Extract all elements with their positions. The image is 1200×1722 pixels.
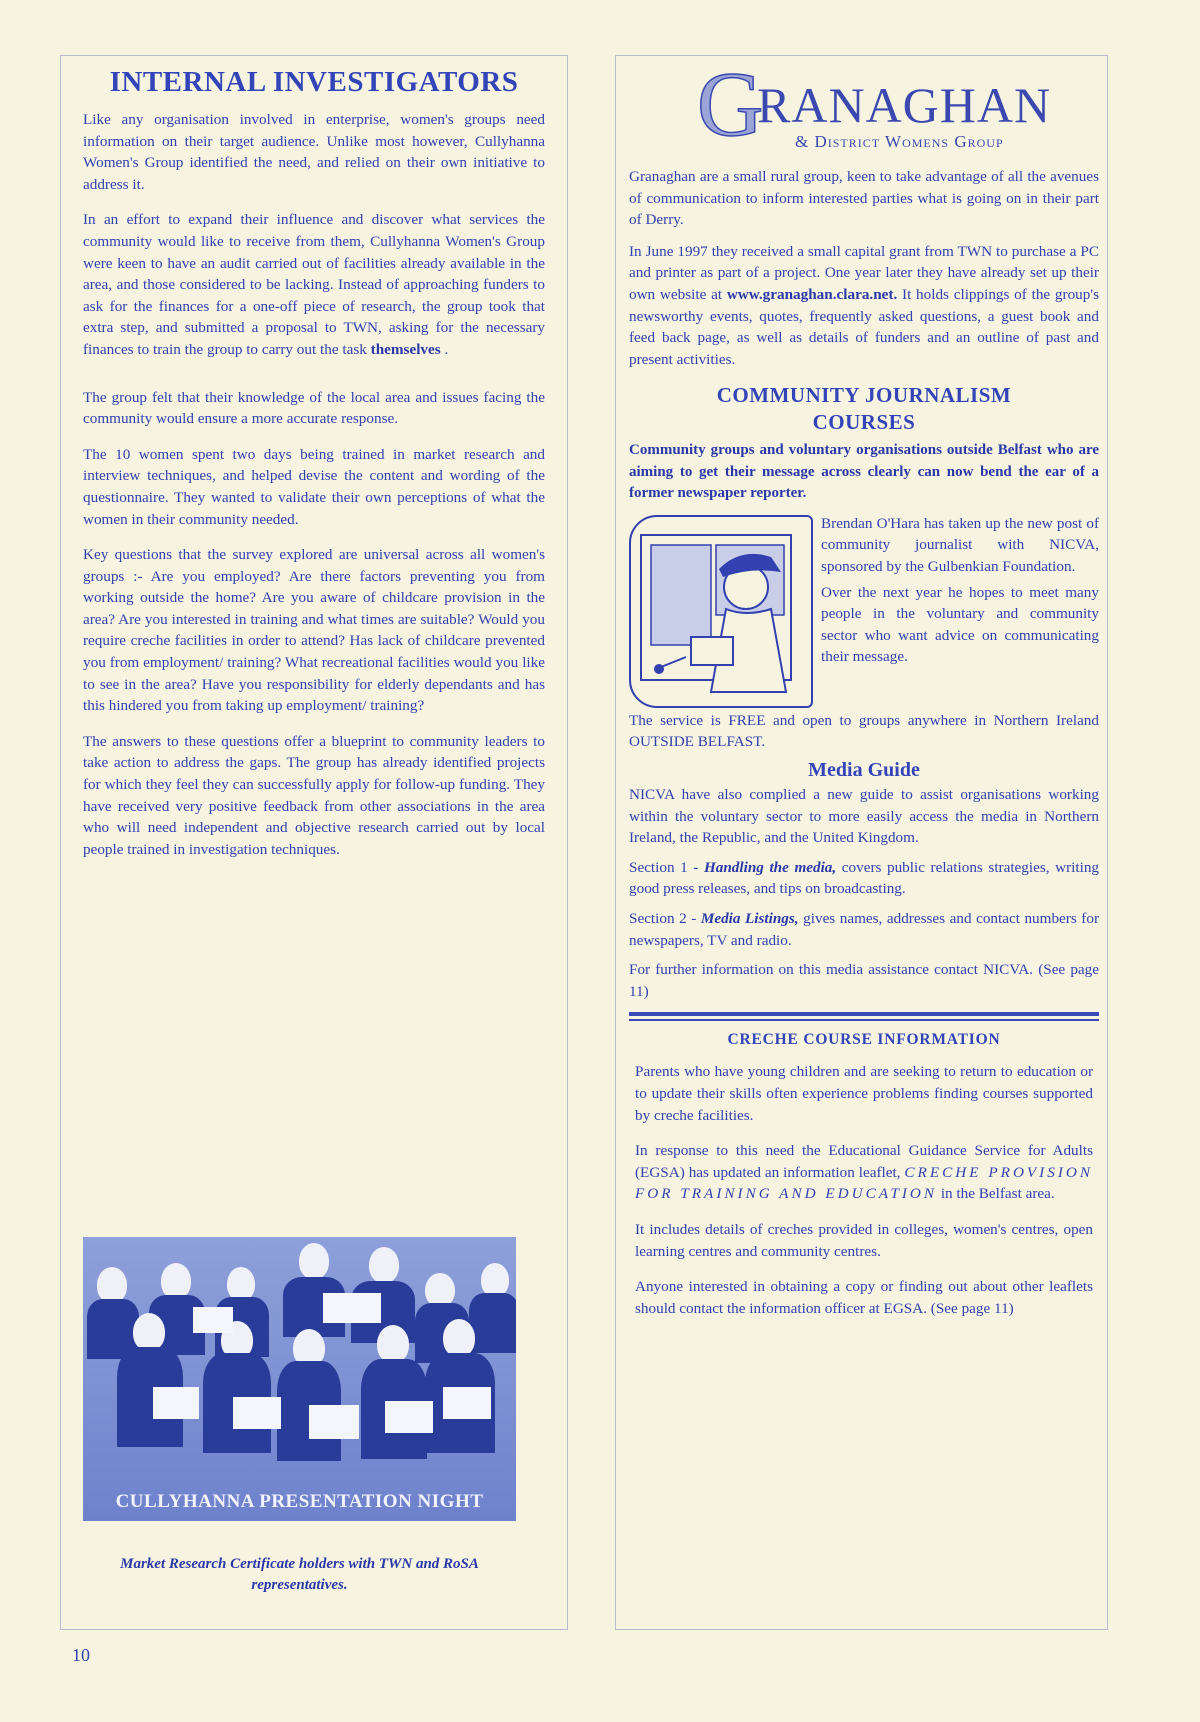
media-guide-paragraph-1: NICVA have also complied a new guide to assist organisations working within the voluntary sector to more easily access the media in Northern Ireland, the Republic, and the United Kingdom. xyxy=(629,786,1099,847)
reporter-icon xyxy=(631,517,811,706)
internal-investigators-article xyxy=(60,55,568,1630)
granaghan-logo xyxy=(629,53,1099,160)
section-2-label: Section 2 - xyxy=(629,910,697,927)
creche-course-title: CRECHE COURSE INFORMATION xyxy=(727,1031,1001,1049)
granaghan-website-paragraph xyxy=(629,241,1099,371)
photo-caption: CULLYHANNA PRESENTATION NIGHT xyxy=(115,1491,484,1512)
community-journalism-lede: Community groups and voluntary organisations outside Belfast who are aiming to get their message across clearly can now bend the ear of a former newspaper reporter. xyxy=(629,442,1099,502)
media-guide-title: Media Guide xyxy=(808,759,920,782)
media-guide-section-1 xyxy=(629,857,1099,900)
right-column xyxy=(615,55,1108,1630)
community-journalism-paragraph-2: Over the next year he hopes to meet many people in the voluntary and community sector who want advice on communicating their message. xyxy=(821,583,1099,666)
leaflet-title: CRECHE PROVISION FOR TRAINING AND EDUCATION xyxy=(635,1163,1093,1203)
logo-subtitle: & District Womens Group xyxy=(795,132,1004,151)
media-guide-contact: For further information on this media assistance contact NICVA. (See page 11) xyxy=(629,961,1099,1000)
creche-paragraph-1: Parents who have young children and are seeking to return to education or to update their skills often experience problems finding courses supported by creche facilities. xyxy=(635,1063,1093,1124)
article-paragraph-5: Key questions that the survey explored are universal across all women's groups :- Are you employed? Are there factors preventing you from working outside the home? Are you aware of childcare provision in the area? Are you interested in training and what times are suitable? Would you require creche facilities in order to attend? Has lack of childcare prevented you from employment/ training? What recreational facilities would you like to see in the area? Have you responsibility for elderly dependants and has this hindered you from taking up employment/ training? xyxy=(83,546,545,715)
section-2-text: gives names, addresses and contact numbers for newspapers, TV and radio. xyxy=(629,910,1100,949)
article-paragraph-2 xyxy=(83,209,545,360)
section-2-title: Media Listings, xyxy=(700,910,799,927)
creche-paragraph-2 xyxy=(629,1140,1099,1205)
section-1-title: Handling the media, xyxy=(703,858,837,876)
creche-paragraph-2-end: in the Belfast area. xyxy=(940,1185,1055,1203)
logo-letter: G xyxy=(697,53,764,155)
article-title: INTERNAL INVESTIGATORS xyxy=(109,66,519,98)
journalist-illustration xyxy=(629,515,813,708)
media-guide-section-2 xyxy=(629,908,1099,951)
article-paragraph-6: The answers to these questions offer a blueprint to community leaders to take action to address the gaps. The group has already identified projects for which they feel they can successfully apply for follow-up funding. They have received very positive feedback from other associations in the area who will need independent and objective research carried out by local people trained in investigation techniques. xyxy=(83,732,545,858)
granaghan-intro: Granaghan are a small rural group, keen to take advantage of all the avenues of communication to inform interested parties what is going on in their part of Derry. xyxy=(629,168,1099,229)
section-divider xyxy=(629,1012,1099,1021)
creche-paragraph-3: It includes details of creches provided in colleges, women's centres, open learning centres and community centres. xyxy=(635,1220,1093,1260)
article-paragraph-1: Like any organisation involved in enterprise, women's groups need information on their target audience. Unlike most however, Cullyhanna Women's Group identified the need, and relied on their own initiative to address it. xyxy=(83,111,545,193)
article-paragraph-4: The 10 women spent two days being trained in market research and interview techniques, and helped devise the content and wording of the questionnaire. They wanted to validate their own perceptions of what the women in their community needed. xyxy=(83,445,545,528)
paragraph-2-text: In an effort to expand their influence and discover what services the community would like to receive from them, Cullyhanna Women's Group were keen to have an audit carried out of facilities already available in the area, and those considered to be lacking. Instead of approaching funders to ask for the finances for a one-off piece of research, the group took that extra step, and submitted a proposal to TWN, asking for the necessary finances to train the group to carry out the task xyxy=(83,211,545,358)
article-paragraph-3: The group felt that their knowledge of the local area and issues facing the community would ensure a more accurate response. xyxy=(83,388,545,428)
community-journalism-title: COMMUNITY JOURNALISM COURSES xyxy=(716,383,1012,435)
creche-paragraph-2-start: In response to this need the Educational Guidance Service for Adults (EGSA) has updated an information leaflet, xyxy=(635,1142,1093,1181)
presentation-night-photo xyxy=(83,1237,516,1521)
paragraph-2-emphasis: themselves xyxy=(370,340,441,358)
section-1-label: Section 1 - xyxy=(629,858,699,876)
figure-caption: Market Research Certificate holders with TWN and RoSA representatives. xyxy=(120,1556,479,1593)
page-number: 10 xyxy=(72,1645,90,1665)
website-paragraph-start: In June 1997 they received a small capital grant from TWN to purchase a PC and printer as part of a project. One year later they have already set up their own website at xyxy=(629,242,1099,303)
logo-main-text: RANAGHAN xyxy=(757,77,1052,133)
community-journalism-paragraph-1: Brendan O'Hara has taken up the new post of community journalist with NICVA, sponsored by the Gulbenkian Foundation. xyxy=(821,514,1099,576)
website-url[interactable]: www.granaghan.clara.net. xyxy=(726,285,898,303)
section-1-text: covers public relations strategies, writing good press releases, and tips on broadcasting. xyxy=(629,858,1100,898)
community-journalism-paragraph-3: The service is FREE and open to groups anywhere in Northern Ireland OUTSIDE BELFAST. xyxy=(629,711,1099,751)
paragraph-2-end: . xyxy=(444,340,449,358)
creche-paragraph-4: Anyone interested in obtaining a copy or finding out about other leaflets should contact the information officer at EGSA. (See page 11) xyxy=(635,1278,1093,1317)
website-paragraph-end: It holds clippings of the group's newsworthy events, quotes, frequently asked questions, a guest book and feed back page, as well as details of funders and an outline of past and present activities. xyxy=(629,285,1099,368)
